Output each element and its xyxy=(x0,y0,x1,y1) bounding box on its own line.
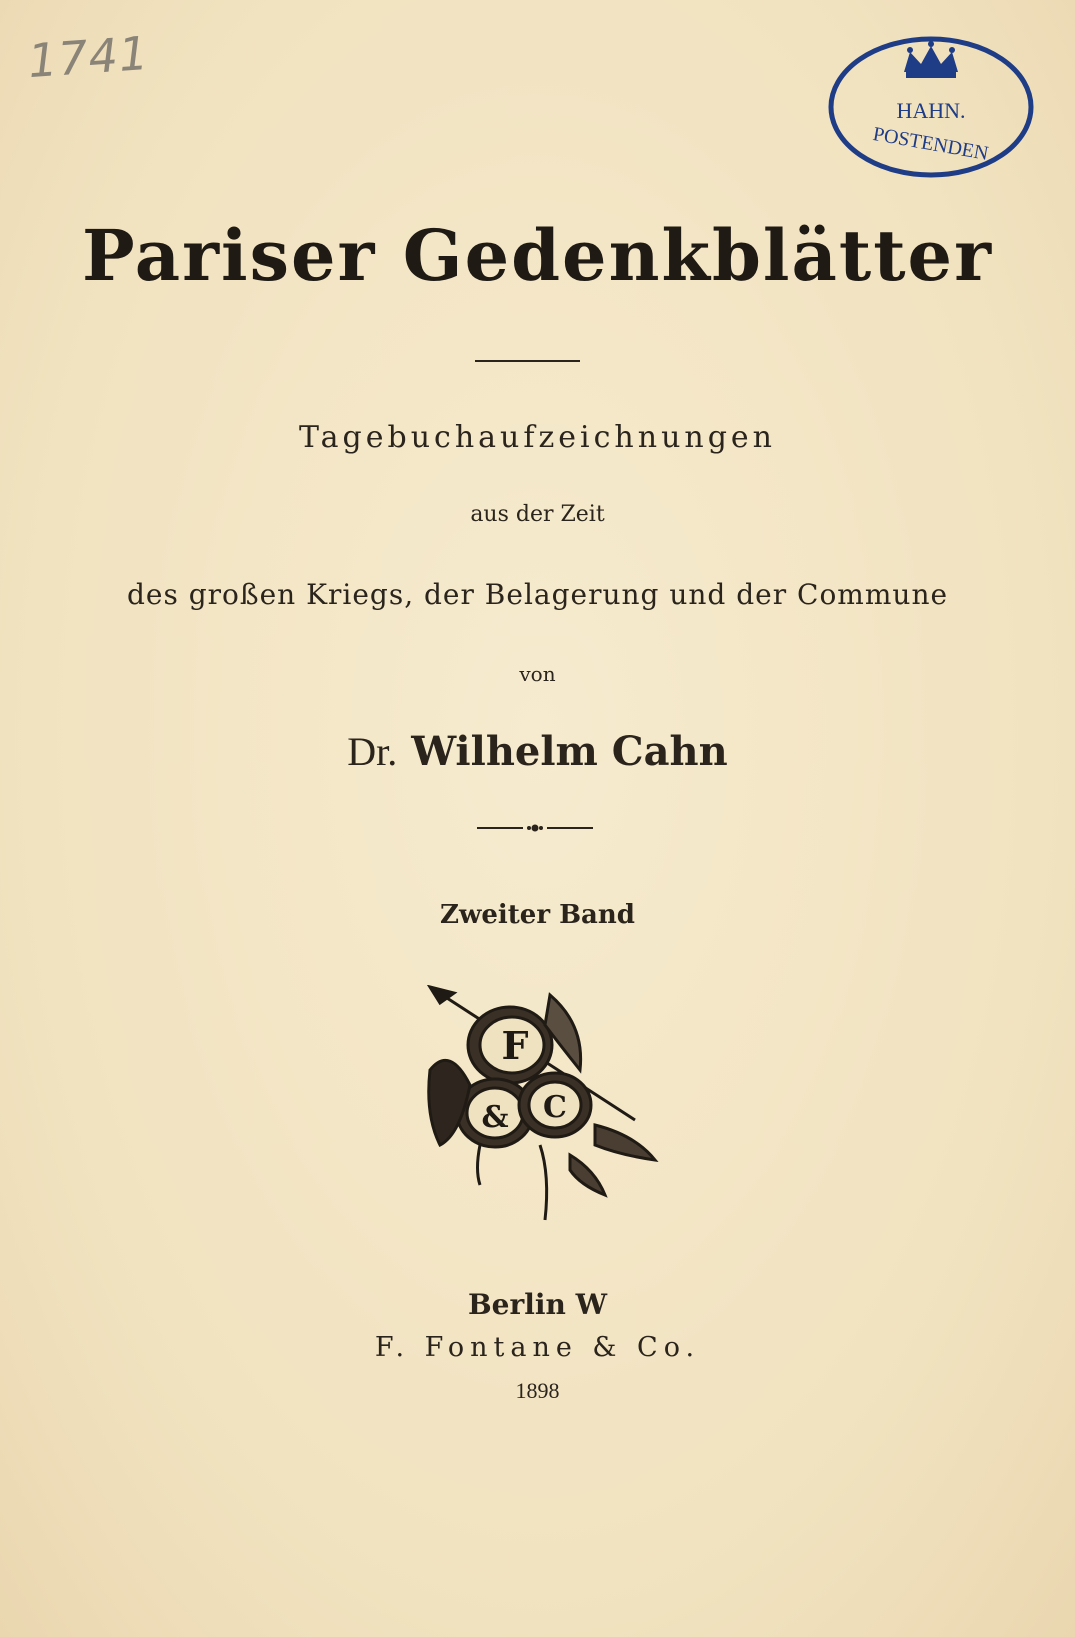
publication-place: Berlin W xyxy=(467,1288,608,1321)
crown-icon xyxy=(904,41,958,78)
shelfmark: 1741 xyxy=(26,25,151,89)
svg-text:F: F xyxy=(501,1023,529,1068)
divider-rule xyxy=(475,360,580,362)
author-name: Wilhelm Cahn xyxy=(411,728,728,775)
printer-device-emblem xyxy=(420,985,670,1230)
publication-year: 1898 xyxy=(515,1378,560,1403)
from-time: aus der Zeit xyxy=(470,502,605,527)
during-line: des großen Kriegs, der Belagerung und der Commune xyxy=(126,578,949,611)
library-stamp xyxy=(826,32,1036,182)
ornament-divider xyxy=(475,822,595,834)
book-title: Pariser Gedenkblätter xyxy=(82,214,993,297)
subtitle: Tagebuchaufzeichnungen xyxy=(298,420,776,455)
svg-text:C: C xyxy=(543,1090,567,1125)
author xyxy=(0,728,1075,775)
by-line: von xyxy=(519,662,556,686)
stamp-line1: HAHN. xyxy=(896,98,966,123)
svg-text:&: & xyxy=(481,1100,509,1135)
volume: Zweiter Band xyxy=(440,900,635,930)
author-prefix: Dr. xyxy=(347,729,398,774)
publisher: F. Fontane & Co. xyxy=(374,1332,701,1363)
stamp-line2: POSTENDEN xyxy=(871,123,991,165)
